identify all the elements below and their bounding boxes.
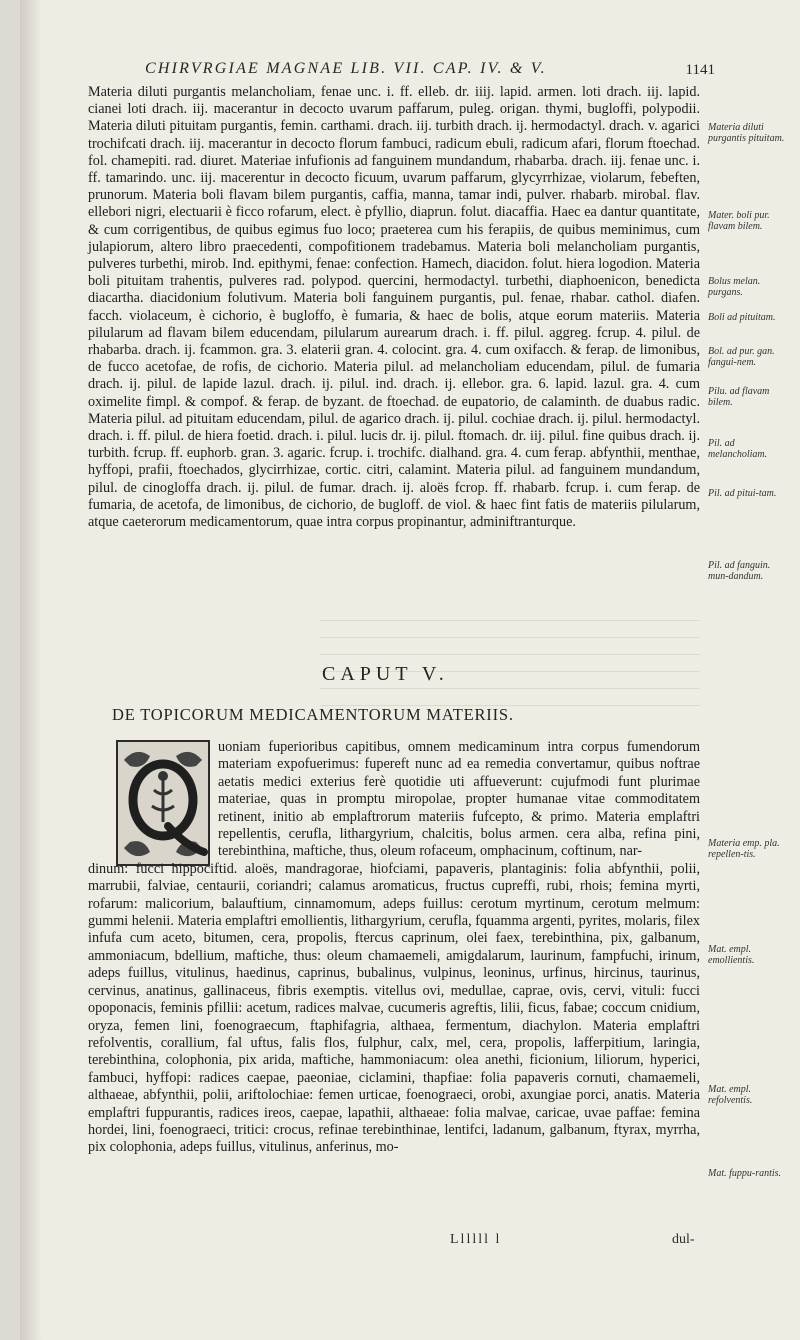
- intro-paragraph: uoniam fuperioribus capitibus, omnem medicaminum intra corpus fumendorum materiam expofuerimus: fupereft nunc ad ea remedia convertamur, quibus noftrae aetatis medici exterius ferè quotidie uti affueverunt: cujufmodi funt plurimae materiae, quas in promptu miropolae, propter humanae vitae commoditatem retinent, initio ab emplaftrorum materiis fufcepto, & primo. Materia emplaftri repellentis, cerufla, lithargyrium, chalcitis, bolus armen. cera alba, refina pini, terebinthina, maftiche, thus, oleum rofaceum, omphacinum, coftinum, nar-: [218, 739, 700, 860]
- page-number: 1141: [685, 62, 715, 78]
- margin-note: Pilu. ad flavam bilem.: [708, 386, 770, 408]
- margin-note: Mat. empl. refolventis.: [708, 1084, 753, 1106]
- margin-note: Mat. fuppu-rantis.: [708, 1168, 782, 1179]
- running-title: CHIRVRGIAE MAGNAE LIB. VII. CAP. IV. & V.: [145, 60, 547, 77]
- chapter-heading: CAPUT V.: [322, 663, 449, 685]
- signature-mark: Llllll l: [450, 1232, 502, 1247]
- materials-paragraph: dinum: fucci hippociftid. aloës, mandragorae, hiofciami, papaveris, plantaginis: folia abfynthii, polii, marrubii, falviae, centaurii, coriandri; calamus aromaticus, fructus cupreffi, rubi, rhois; femina myrti, rofarum: malicorium, balauftium, cinnamomum, adeps fuillus: cerotum myrtinum, cerotum melmum: gummi helenii. Materia emplaftri emollientis, lithargyrium, cerufla, fquamma argenti, pyrites, molaris, filex infufa cum aceto, bitumen, cera, propolis, ftercus caprinum, olei faex, terebinthina, pix, galbanum, ammoniacum, bdellium, maftiche, thus: oleum chamaemeli, amigdalarum, laurinum, fampfuchi, irinum, adeps fuillus, vitulinus, haedinus, caprinus, bubalinus, vulpinus, leoninus, urfinus, hircinus, taurinus, cervinus, anatinus, gallinaceus, fibris exemptis. vitellus ovi, medullae, caprae, ovis, cervi, vituli: fucci opoponacis, feminis pfillii: acetum, radices malvae, cucumeris agreftis, lilii, ficus, fabae; coccum cnidium, oryza, femen lini, foenograecum, ftaphifagria, althaea, fermentum, diachylon. Materia emplaftri refolventis, corallium, fal uftus, falis flos, fulphur, calx, mel, cera, propolis, lafferpitium, laringia, terebinthina, colophonia, pix arida, maftiche, hammoniacum: olea anethi, ficionium, liliorum, hyperici, fambuci, hyffopi: radices caepae, paeoniae, ciclamini, thapfiae: folia papaveris cornuti, chamaemeli, althaeae, abfynthii, polii, ariftolochiae: femen urticae, foenograeci, orobi, axungiae porci, anatis. Materia emplaftri fuppurantis, radices ireos, caepae, lapathii, althaeae: folia malvae, caricae, uvae paffae: femina hordei, lini, foenograeci, tritici: crocus, refinae terebinthinae, lentifci, ladanum, galbanum, ftyrax, myrrha, pix colophonia, adeps fuillus, vitulinus, anferinus, mo-: [88, 860, 700, 1156]
- page-header: [145, 58, 715, 84]
- margin-note: Pil. ad melancholiam.: [708, 438, 768, 460]
- margin-note: Bol. ad pur. gan. fangui-nem.: [708, 346, 775, 368]
- section-title: DE TOPICORUM MEDICAMENTORUM MATERIIS.: [112, 705, 514, 724]
- margin-note: Pil. ad pitui-tam.: [708, 488, 777, 499]
- book-page: [20, 0, 800, 1340]
- main-paragraph: Materia diluti purgantis melancholiam, fenae unc. i. ff. elleb. dr. iiij. lapid. armen. loti drach. iij. lapid. cianei loti drach. iij. macerantur in decocto uvarum paffarum, puleg. origan. thymi, bugloffi, polypodii. Materia diluti pituitam purgantis, femin. carthami. drach. iij. turbith drach. ij. hermodactyl. drach. v. agarici trochifcati drach. iij. macerantur in decocto florum fambuci, radicum ebuli, radicum afari, florum ftoechad. fol. chamepiti. rad. diuret. Materiae infufionis ad fanguinem mundandum, rhabarba. drach. iij. fenae unc. i. ff. tamarindo. unc. iij. macerentur in decocto ficuum, uvarum paffarum, glycyrrhizae, violarum, febeften, prunorum. Materia boli flavam bilem purgantis, caffia, manna, tamar indi, pulver. rhabarb. mirobal. flav. ellebori nigri, electuarii è ficco rofarum, elect. è pfyllio, diaprun. folut. diacaffia. Haec ea dantur quantitate, & cum corrigentibus, de quibus egimus fuo loco; praeterea cum his ferapiis, de quibus meminimus, cum julapiorum, altero libro praecedenti, compofitionem tradebamus. Materia boli melancholiam purgantis, pulveres turbethi, mirob. Ind. epithymi, fenae: confection. Hamech, diacidon. folut. hiera logodion. Materia boli pituitam trahentis, pulveres rad. polypod. quercini, hermodactyl. turbethi, diaphoenicon, benedicta diacartha. diacidonium folutivum. Materia boli fanguinem purgantis, pul. fenae, rhabar. cathol. diafen. facch. violaceum, è cichorio, è bugloffo, è fumaria, & haec de bolis, atque eorum materiis. Materia pilularum ad flavam bilem educendam, pilularum aurearum drach. i. ff. pilul. aggreg. fcrup. 4. pilul. de rhabarba. drach. ij. fcammon. gra. 3. elaterii gran. 4. colocint. gra. 4. cum oxifacch. & ferap. de limonibus, de fucco acetofae, de rofis, de cichorio. Materia pilul. ad melancholiam educendam, pilul. de fumaria drach. ij. pilul. de lapide lazul. drach. ij. pilul. ind. drach. ij. ellebor. gra. 6. lapid. lazul. gra. 4. cum oximelite fimpl. & compof. & ferap. de byzant. de ftoechad. de eupatorio, de calaminth. de duabus radic. Materia pilul. ad pituitam educendam, pilul. de agarico drach. ij. pilul. cochiae drach. ij. pilul. hermodactyl. drach. i. ff. pilul. de hiera foetid. drach. i. pilul. lucis dr. ij. pilul. ftomach. dr. iij. pilul. fine quibus drach. ij. turbith. fcrup. ff. euphorb. gran. 3. agaric. fcrup. i. trochifc. dialhand. gra. 4. cum ferap. abfynthii, menthae, hyffopi, prafii, ftoechados, glycirrhizae, cortic. citri, calamint. Materia pilul. ad fanguinem mundandum, pilul. de cinogloffa drach. ij. pilul. de fumar. drach. ij. aloës fcrop. ff. rhabarb. fcrup. i. cum ferap. de fumaria, de acetofa, de limonibus, de cichorio, de bugloff. de viol. & haec fint fatis de materiis pilularum, atque caeterorum medicamentorum, quae intra corpus propinantur, adminiftranturque.: [88, 84, 700, 531]
- catchword: dul-: [672, 1232, 695, 1247]
- chapter-v-text: [88, 739, 700, 1157]
- margin-note: Boli ad pituitam.: [708, 312, 776, 323]
- margin-note: Materia diluti purgantis pituitam.: [708, 122, 785, 144]
- margin-note: Pil. ad fanguin. mun-dandum.: [708, 560, 771, 582]
- margin-note: Bolus melan. purgans.: [708, 276, 761, 298]
- margin-note: Mater. boli pur. flavam bilem.: [708, 210, 770, 232]
- margin-note: Mat. empl. emollientis.: [708, 944, 755, 966]
- margin-note: Materia emp. pla. repellen-tis.: [708, 838, 780, 860]
- chapter-iv-text: [88, 84, 700, 531]
